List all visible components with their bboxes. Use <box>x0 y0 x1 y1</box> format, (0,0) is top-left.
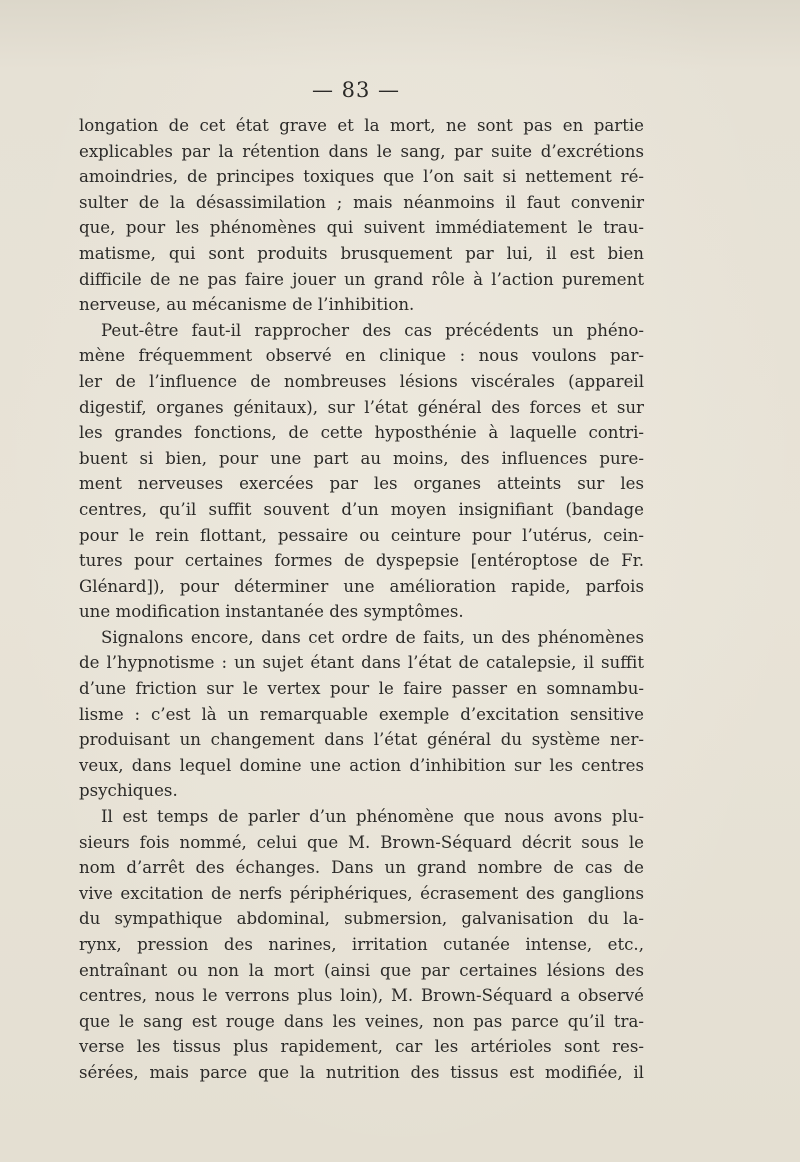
text-line: de l’hypnotisme : un sujet étant dans l’état de catalepsie, il suffit <box>79 653 644 673</box>
text-line: matisme, qui sont produits brusquement par lui, il est bien <box>79 243 644 263</box>
text-line: tures pour certaines formes de dyspepsie [entéroptose de Fr. <box>79 551 644 571</box>
text-line: digestif, organes génitaux), sur l’état général des forces et sur <box>79 397 644 417</box>
text-line: longation de cet état grave et la mort, ne sont pas en partie <box>79 116 644 135</box>
text-line: amoindries, de principes toxiques que l’on sait si nettement ré- <box>79 167 644 187</box>
text-line: buent si bien, pour une part au moins, des influences pure- <box>79 448 644 468</box>
page-number: — 83 — <box>311 78 401 102</box>
text-line: Il est temps de parler d’un phénomène que nous avons plu- <box>101 807 644 827</box>
text-line: vive excitation de nerfs périphériques, écrasement des ganglions <box>79 883 644 903</box>
text-line: sulter de la désassimilation ; mais néanmoins il faut convenir <box>79 192 644 212</box>
text-line: produisant un changement dans l’état général du système ner- <box>79 730 644 750</box>
text-line: verse les tissus plus rapidement, car les artérioles sont res- <box>79 1037 644 1057</box>
text-line: Signalons encore, dans cet ordre de faits, un des phénomènes <box>101 627 644 647</box>
text-line: ment nerveuses exercées par les organes atteints sur les <box>79 474 644 494</box>
text-line: veux, dans lequel domine une action d’inhibition sur les centres <box>79 755 644 775</box>
text-line: les grandes fonctions, de cette hyposthénie à laquelle contri- <box>79 423 644 443</box>
text-line: centres, qu’il suffit souvent d’un moyen insignifiant (bandage <box>79 499 644 519</box>
text-line: d’une friction sur le vertex pour le faire passer en somnambu- <box>79 679 644 699</box>
text-line: une modification instantanée des symptômes. <box>79 602 464 622</box>
text-line: rynx, pression des narines, irritation cutanée intense, etc., <box>79 935 644 954</box>
text-line: que, pour les phénomènes qui suivent immédiatement le trau- <box>79 218 644 238</box>
text-line: nerveuse, au mécanisme de l’inhibition. <box>79 295 415 315</box>
text-line: entraînant ou non la mort (ainsi que par certaines lésions des <box>79 960 644 980</box>
text-line: centres, nous le verrons plus loin), M. Brown-Séquard a observé <box>79 986 644 1006</box>
text-line: Glénard]), pour déterminer une amélioration rapide, parfois <box>79 576 644 596</box>
text-line: nom d’arrêt des échanges. Dans un grand nombre de cas de <box>79 858 644 878</box>
text-line: explicables par la rétention dans le sang, par suite d’excrétions <box>79 141 644 161</box>
body-text <box>79 113 644 1086</box>
text-line: difficile de ne pas faire jouer un grand rôle à l’action purement <box>79 269 644 289</box>
text-line: sieurs fois nommé, celui que M. Brown-Séquard décrit sous le <box>79 832 644 852</box>
text-line: psychiques. <box>79 781 178 801</box>
text-line: du sympathique abdominal, submersion, galvanisation du la- <box>79 909 644 929</box>
text-line: ler de l’influence de nombreuses lésions viscérales (appareil <box>79 371 644 391</box>
text-line: lisme : c’est là un remarquable exemple d’excitation sensitive <box>79 704 644 724</box>
text-line: sérées, mais parce que la nutrition des tissus est modifiée, il <box>79 1062 644 1082</box>
text-line: mène fréquemment observé en clinique : nous voulons par- <box>79 346 644 366</box>
text-line: Peut-être faut-il rapprocher des cas précédents un phéno- <box>101 320 644 340</box>
text-line: pour le rein flottant, pessaire ou ceinture pour l’utérus, cein- <box>79 525 644 545</box>
text-line: que le sang est rouge dans les veines, non pas parce qu’il tra- <box>79 1011 644 1031</box>
